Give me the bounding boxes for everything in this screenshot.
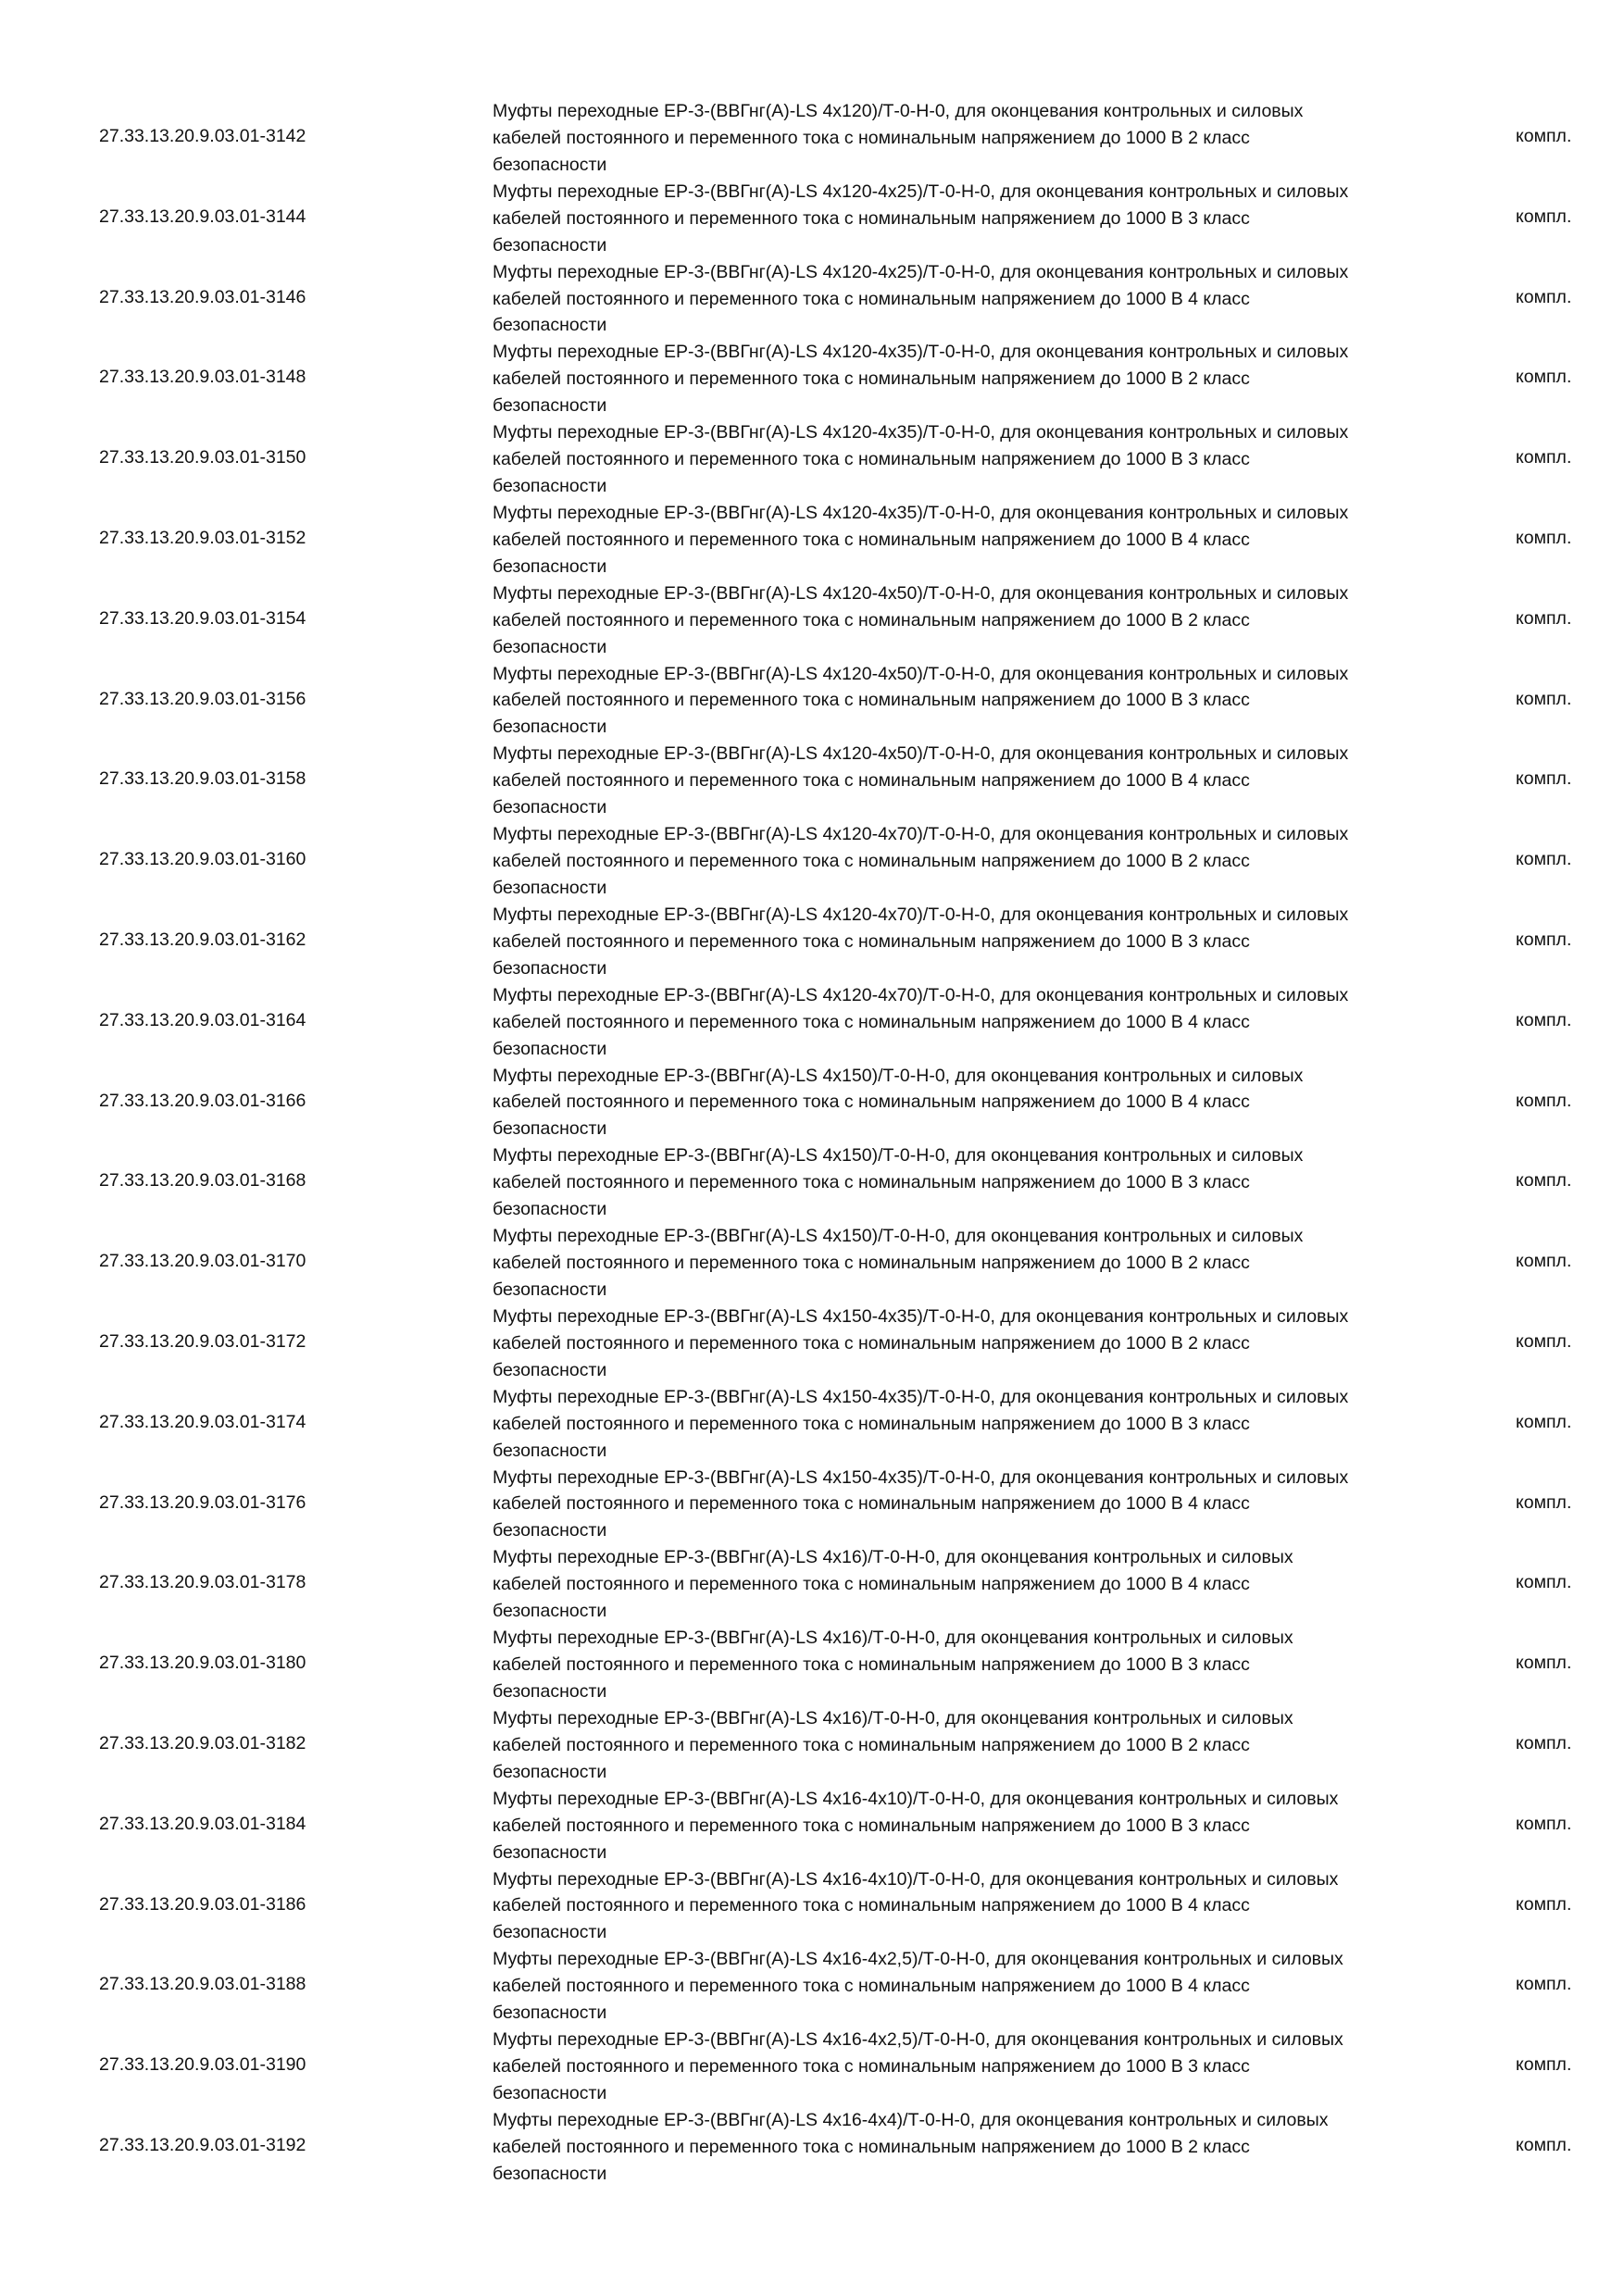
description-line-3: безопасности: [493, 1279, 607, 1300]
description-line-2: кабелей постоянного и переменного тока с номинальным напряжением до 1000 В 3 класс: [493, 930, 1250, 952]
description-line-2: кабелей постоянного и переменного тока с номинальным напряжением до 1000 В 2 класс: [493, 2136, 1250, 2157]
table-row: [0, 177, 1624, 257]
resource-code: 27.33.13.20.9.03.01-3176: [99, 1491, 306, 1513]
resource-code: 27.33.13.20.9.03.01-3186: [99, 1893, 306, 1915]
resource-description: [493, 1465, 1493, 1545]
resource-description: [493, 179, 1493, 259]
resource-code: 27.33.13.20.9.03.01-3158: [99, 768, 306, 790]
resource-description: [493, 1063, 1493, 1143]
unit-of-measure: компл.: [1516, 607, 1572, 629]
table-row: [0, 337, 1624, 418]
table-row: [0, 739, 1624, 819]
description-line-3: безопасности: [493, 797, 607, 818]
description-line-1: Муфты переходные ЕР-3-(ВВГнг(А)-LS 4х16-4х10)/Т-0-Н-0, для оконцевания контрольных и силовых: [493, 1868, 1339, 1890]
description-line-3: безопасности: [493, 1359, 607, 1380]
description-line-2: кабелей постоянного и переменного тока с номинальным напряжением до 1000 В 4 класс: [493, 1011, 1250, 1032]
resource-description: [493, 419, 1493, 500]
description-line-1: Муфты переходные ЕР-3-(ВВГнг(А)-LS 4х16)/Т-0-Н-0, для оконцевания контрольных и силовых: [493, 1707, 1293, 1728]
resource-code: 27.33.13.20.9.03.01-3170: [99, 1251, 306, 1272]
unit-of-measure: компл.: [1516, 2054, 1572, 2076]
resource-code: 27.33.13.20.9.03.01-3184: [99, 1813, 306, 1834]
description-line-2: кабелей постоянного и переменного тока с номинальным напряжением до 1000 В 2 класс: [493, 609, 1250, 630]
description-line-1: Муфты переходные ЕР-3-(ВВГнг(А)-LS 4х120-4х25)/Т-0-Н-0, для оконцевания контрольных и силовых: [493, 261, 1349, 282]
resource-description: [493, 1786, 1493, 1866]
description-line-3: безопасности: [493, 476, 607, 496]
resource-description: [493, 2107, 1493, 2188]
table-row: [0, 1382, 1624, 1463]
unit-of-measure: компл.: [1516, 1813, 1572, 1834]
description-line-2: кабелей постоянного и переменного тока с номинальным напряжением до 1000 В 2 класс: [493, 1332, 1250, 1354]
description-line-3: безопасности: [493, 395, 607, 417]
resource-code: 27.33.13.20.9.03.01-3162: [99, 929, 306, 950]
unit-of-measure: компл.: [1516, 447, 1572, 468]
description-line-3: безопасности: [493, 717, 607, 738]
table-row: [0, 1302, 1624, 1382]
unit-of-measure: компл.: [1516, 1653, 1572, 1674]
description-line-3: безопасности: [493, 1922, 607, 1943]
description-line-2: кабелей постоянного и переменного тока с номинальным напряжением до 1000 В 3 класс: [493, 690, 1250, 711]
resource-description: [493, 982, 1493, 1063]
description-line-3: безопасности: [493, 1199, 607, 1220]
unit-of-measure: компл.: [1516, 206, 1572, 227]
description-line-1: Муфты переходные ЕР-3-(ВВГнг(А)-LS 4х150)/Т-0-Н-0, для оконцевания контрольных и силовых: [493, 1065, 1304, 1086]
resource-code: 27.33.13.20.9.03.01-3154: [99, 607, 306, 629]
unit-of-measure: компл.: [1516, 2134, 1572, 2155]
resource-description: [493, 1625, 1493, 1705]
description-line-1: Муфты переходные ЕР-3-(ВВГнг(А)-LS 4х150-4х35)/Т-0-Н-0, для оконцевания контрольных и силовых: [493, 1305, 1349, 1327]
table-row: [0, 1623, 1624, 1703]
resource-description: [493, 1142, 1493, 1223]
table-row: [0, 1141, 1624, 1221]
description-line-1: Муфты переходные ЕР-3-(ВВГнг(А)-LS 4х150-4х35)/Т-0-Н-0, для оконцевания контрольных и силовых: [493, 1386, 1349, 1407]
table-row: [0, 1944, 1624, 2025]
resource-description: [493, 1866, 1493, 1947]
table-row: [0, 1463, 1624, 1543]
description-line-3: безопасности: [493, 315, 607, 336]
resource-code: 27.33.13.20.9.03.01-3178: [99, 1572, 306, 1593]
table-row: [0, 96, 1624, 177]
table-row: [0, 1784, 1624, 1865]
resource-description: [493, 1384, 1493, 1465]
description-line-3: безопасности: [493, 1520, 607, 1541]
description-line-3: безопасности: [493, 957, 607, 979]
table-row: [0, 257, 1624, 338]
unit-of-measure: компл.: [1516, 1330, 1572, 1352]
description-line-3: безопасности: [493, 877, 607, 898]
resource-code: 27.33.13.20.9.03.01-3156: [99, 688, 306, 709]
description-line-3: безопасности: [493, 2003, 607, 2024]
unit-of-measure: компл.: [1516, 1251, 1572, 1272]
description-line-2: кабелей постоянного и переменного тока с номинальным напряжением до 1000 В 2 класс: [493, 127, 1250, 148]
description-line-2: кабелей постоянного и переменного тока с номинальным напряжением до 1000 В 4 класс: [493, 1976, 1250, 1997]
description-line-3: безопасности: [493, 2082, 607, 2103]
resource-code: 27.33.13.20.9.03.01-3164: [99, 1009, 306, 1030]
resource-code: 27.33.13.20.9.03.01-3144: [99, 206, 306, 227]
table-row: [0, 2105, 1624, 2186]
description-line-1: Муфты переходные ЕР-3-(ВВГнг(А)-LS 4х150)/Т-0-Н-0, для оконцевания контрольных и силовых: [493, 1226, 1304, 1247]
description-line-2: кабелей постоянного и переменного тока с номинальным напряжением до 1000 В 3 класс: [493, 1172, 1250, 1193]
description-line-2: кабелей постоянного и переменного тока с номинальным напряжением до 1000 В 2 класс: [493, 1734, 1250, 1755]
description-line-1: Муфты переходные ЕР-3-(ВВГнг(А)-LS 4х120-4х50)/Т-0-Н-0, для оконцевания контрольных и силовых: [493, 663, 1349, 684]
description-line-3: безопасности: [493, 154, 607, 175]
description-line-2: кабелей постоянного и переменного тока с номинальным напряжением до 1000 В 2 класс: [493, 1253, 1250, 1274]
table-row: [0, 2025, 1624, 2105]
description-line-3: безопасности: [493, 636, 607, 657]
description-line-2: кабелей постоянного и переменного тока с номинальным напряжением до 1000 В 4 класс: [493, 1493, 1250, 1515]
resource-description: [493, 339, 1493, 419]
description-line-1: Муфты переходные ЕР-3-(ВВГнг(А)-LS 4х120-4х70)/Т-0-Н-0, для оконцевания контрольных и силовых: [493, 904, 1349, 925]
resource-description: [493, 902, 1493, 982]
resource-code: 27.33.13.20.9.03.01-3182: [99, 1732, 306, 1753]
table-row: [0, 1542, 1624, 1623]
description-line-1: Муфты переходные ЕР-3-(ВВГнг(А)-LS 4х120-4х70)/Т-0-Н-0, для оконцевания контрольных и силовых: [493, 824, 1349, 845]
resource-description: [493, 1223, 1493, 1304]
description-line-1: Муфты переходные ЕР-3-(ВВГнг(А)-LS 4х16)/Т-0-Н-0, для оконцевания контрольных и силовых: [493, 1547, 1293, 1568]
table-row: [0, 900, 1624, 980]
resource-description: [493, 500, 1493, 580]
unit-of-measure: компл.: [1516, 1170, 1572, 1192]
resource-description: [493, 1304, 1493, 1384]
resource-description: [493, 1705, 1493, 1786]
resource-code: 27.33.13.20.9.03.01-3190: [99, 2054, 306, 2076]
unit-of-measure: компл.: [1516, 1491, 1572, 1513]
description-line-2: кабелей постоянного и переменного тока с номинальным напряжением до 1000 В 3 класс: [493, 207, 1250, 229]
resource-description: [493, 1544, 1493, 1625]
description-line-3: безопасности: [493, 1601, 607, 1622]
description-line-1: Муфты переходные ЕР-3-(ВВГнг(А)-LS 4х120-4х35)/Т-0-Н-0, для оконцевания контрольных и силовых: [493, 422, 1349, 443]
description-line-1: Муфты переходные ЕР-3-(ВВГнг(А)-LS 4х120)/Т-0-Н-0, для оконцевания контрольных и силовых: [493, 101, 1304, 121]
description-line-1: Муфты переходные ЕР-3-(ВВГнг(А)-LS 4х16-4х4)/Т-0-Н-0, для оконцевания контрольных и силовых: [493, 2109, 1329, 2130]
description-line-1: Муфты переходные ЕР-3-(ВВГнг(А)-LS 4х120-4х35)/Т-0-Н-0, для оконцевания контрольных и силовых: [493, 502, 1349, 523]
description-line-3: безопасности: [493, 1440, 607, 1461]
resource-code: 27.33.13.20.9.03.01-3142: [99, 126, 306, 146]
unit-of-measure: компл.: [1516, 1893, 1572, 1915]
resource-code: 27.33.13.20.9.03.01-3172: [99, 1330, 306, 1352]
description-line-1: Муфты переходные ЕР-3-(ВВГнг(А)-LS 4х16-4х2,5)/Т-0-Н-0, для оконцевания контрольных и силовых: [493, 2029, 1343, 2051]
resource-code: 27.33.13.20.9.03.01-3166: [99, 1090, 306, 1111]
resource-description: [493, 2027, 1493, 2107]
resource-description: [493, 741, 1493, 821]
resource-description: [493, 98, 1493, 179]
description-line-1: Муфты переходные ЕР-3-(ВВГнг(А)-LS 4х120-4х70)/Т-0-Н-0, для оконцевания контрольных и силовых: [493, 984, 1349, 1005]
description-line-3: безопасности: [493, 1680, 607, 1702]
description-line-1: Муфты переходные ЕР-3-(ВВГнг(А)-LS 4х120-4х50)/Т-0-Н-0, для оконцевания контрольных и силовых: [493, 743, 1349, 765]
description-line-3: безопасности: [493, 1038, 607, 1059]
description-line-2: кабелей постоянного и переменного тока с номинальным напряжением до 1000 В 3 класс: [493, 2056, 1250, 2078]
unit-of-measure: компл.: [1516, 1090, 1572, 1111]
description-line-3: безопасности: [493, 1761, 607, 1782]
unit-of-measure: компл.: [1516, 1572, 1572, 1593]
unit-of-measure: компл.: [1516, 367, 1572, 388]
resource-description: [493, 259, 1493, 340]
resource-code: 27.33.13.20.9.03.01-3168: [99, 1170, 306, 1192]
resource-code: 27.33.13.20.9.03.01-3180: [99, 1653, 306, 1674]
unit-of-measure: компл.: [1516, 1411, 1572, 1432]
description-line-1: Муфты переходные ЕР-3-(ВВГнг(А)-LS 4х120-4х50)/Т-0-Н-0, для оконцевания контрольных и силовых: [493, 582, 1349, 604]
description-line-3: безопасности: [493, 1118, 607, 1140]
description-line-2: кабелей постоянного и переменного тока с номинальным напряжением до 1000 В 3 класс: [493, 449, 1250, 470]
unit-of-measure: компл.: [1516, 688, 1572, 709]
resource-code: 27.33.13.20.9.03.01-3192: [99, 2134, 306, 2155]
resource-code: 27.33.13.20.9.03.01-3152: [99, 527, 306, 548]
resource-description: [493, 661, 1493, 742]
table-row: [0, 1865, 1624, 1945]
table-row: [0, 980, 1624, 1061]
description-line-2: кабелей постоянного и переменного тока с номинальным напряжением до 1000 В 4 класс: [493, 1574, 1250, 1595]
description-line-1: Муфты переходные ЕР-3-(ВВГнг(А)-LS 4х120-4х25)/Т-0-Н-0, для оконцевания контрольных и силовых: [493, 181, 1349, 202]
description-line-2: кабелей постоянного и переменного тока с номинальным напряжением до 1000 В 4 класс: [493, 1092, 1250, 1113]
description-line-3: безопасности: [493, 2163, 607, 2184]
unit-of-measure: компл.: [1516, 768, 1572, 790]
description-line-3: безопасности: [493, 555, 607, 577]
unit-of-measure: компл.: [1516, 1732, 1572, 1753]
table-row: [0, 498, 1624, 579]
resource-code: 27.33.13.20.9.03.01-3160: [99, 849, 306, 870]
resource-description: [493, 821, 1493, 902]
description-line-2: кабелей постоянного и переменного тока с номинальным напряжением до 1000 В 4 класс: [493, 288, 1250, 309]
table-row: [0, 1061, 1624, 1142]
resource-code: 27.33.13.20.9.03.01-3150: [99, 447, 306, 468]
description-line-2: кабелей постоянного и переменного тока с номинальным напряжением до 1000 В 4 класс: [493, 770, 1250, 792]
table-row: [0, 579, 1624, 659]
unit-of-measure: компл.: [1516, 1009, 1572, 1030]
description-line-1: Муфты переходные ЕР-3-(ВВГнг(А)-LS 4х16)/Т-0-Н-0, для оконцевания контрольных и силовых: [493, 1628, 1293, 1649]
table-row: [0, 1221, 1624, 1302]
description-line-2: кабелей постоянного и переменного тока с номинальным напряжением до 1000 В 3 класс: [493, 1815, 1250, 1836]
resource-code: 27.33.13.20.9.03.01-3188: [99, 1974, 306, 1995]
description-line-2: кабелей постоянного и переменного тока с номинальным напряжением до 1000 В 2 класс: [493, 368, 1250, 390]
resource-code: 27.33.13.20.9.03.01-3146: [99, 286, 306, 307]
table-row: [0, 659, 1624, 740]
description-line-1: Муфты переходные ЕР-3-(ВВГнг(А)-LS 4х16-4х2,5)/Т-0-Н-0, для оконцевания контрольных и силовых: [493, 1949, 1343, 1970]
resource-description: [493, 1946, 1493, 2027]
unit-of-measure: компл.: [1516, 286, 1572, 307]
resource-code: 27.33.13.20.9.03.01-3174: [99, 1411, 306, 1432]
description-line-2: кабелей постоянного и переменного тока с номинальным напряжением до 1000 В 3 класс: [493, 1654, 1250, 1676]
unit-of-measure: компл.: [1516, 126, 1572, 146]
description-line-2: кабелей постоянного и переменного тока с номинальным напряжением до 1000 В 4 класс: [493, 1895, 1250, 1916]
unit-of-measure: компл.: [1516, 849, 1572, 870]
table-row: [0, 819, 1624, 900]
unit-of-measure: компл.: [1516, 929, 1572, 950]
unit-of-measure: компл.: [1516, 1974, 1572, 1995]
table-row: [0, 418, 1624, 498]
description-line-2: кабелей постоянного и переменного тока с номинальным напряжением до 1000 В 3 класс: [493, 1413, 1250, 1434]
table-row: [0, 1703, 1624, 1784]
description-line-3: безопасности: [493, 1841, 607, 1863]
description-line-1: Муфты переходные ЕР-3-(ВВГнг(А)-LS 4х150)/Т-0-Н-0, для оконцевания контрольных и силовых: [493, 1145, 1304, 1167]
resource-description: [493, 580, 1493, 661]
description-line-1: Муфты переходные ЕР-3-(ВВГнг(А)-LS 4х150-4х35)/Т-0-Н-0, для оконцевания контрольных и силовых: [493, 1466, 1349, 1488]
description-line-2: кабелей постоянного и переменного тока с номинальным напряжением до 1000 В 2 класс: [493, 851, 1250, 872]
description-line-1: Муфты переходные ЕР-3-(ВВГнг(А)-LS 4х120-4х35)/Т-0-Н-0, для оконцевания контрольных и силовых: [493, 342, 1349, 363]
unit-of-measure: компл.: [1516, 527, 1572, 548]
resource-code: 27.33.13.20.9.03.01-3148: [99, 367, 306, 388]
description-line-1: Муфты переходные ЕР-3-(ВВГнг(А)-LS 4х16-4х10)/Т-0-Н-0, для оконцевания контрольных и силовых: [493, 1788, 1339, 1809]
description-line-3: безопасности: [493, 234, 607, 256]
description-line-2: кабелей постоянного и переменного тока с номинальным напряжением до 1000 В 4 класс: [493, 529, 1250, 550]
resource-table: [0, 96, 1624, 2186]
